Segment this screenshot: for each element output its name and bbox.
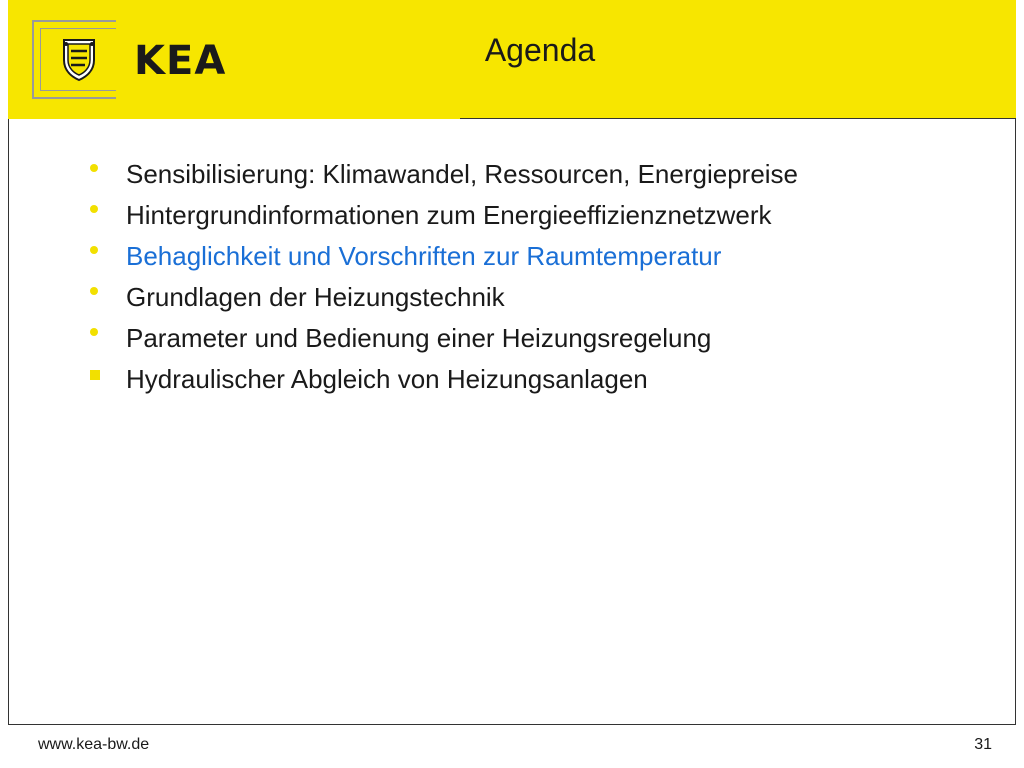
slide-title: Agenda <box>484 32 596 68</box>
coat-of-arms-icon <box>60 38 98 82</box>
bullet-dot-icon <box>90 328 98 336</box>
bullet-dot-icon <box>90 205 98 213</box>
agenda-item-label: Sensibilisierung: Klimawandel, Ressourcen, Energiepreise <box>126 159 799 189</box>
agenda-item-label: Hydraulischer Abgleich von Heizungsanlagen <box>126 364 648 394</box>
bullet-dot-icon <box>90 164 98 172</box>
agenda-item-label: Grundlagen der Heizungstechnik <box>126 282 505 312</box>
agenda-item-label: Parameter und Bedienung einer Heizungsregelung <box>126 323 712 353</box>
brand-logo-text: KEA <box>134 38 227 84</box>
bullet-square-icon <box>90 370 100 380</box>
bullet-dot-icon <box>90 287 98 295</box>
agenda-item-label: Hintergrundinformationen zum Energieeffizienznetzwerk <box>126 200 772 230</box>
footer-url-link[interactable]: www.kea-bw.de <box>38 736 150 753</box>
agenda-item-label: Behaglichkeit und Vorschriften zur Raumtemperatur <box>126 241 722 271</box>
content-frame-top-rule <box>460 118 1016 119</box>
page-number: 31 <box>974 736 992 753</box>
bullet-dot-icon <box>90 246 98 254</box>
